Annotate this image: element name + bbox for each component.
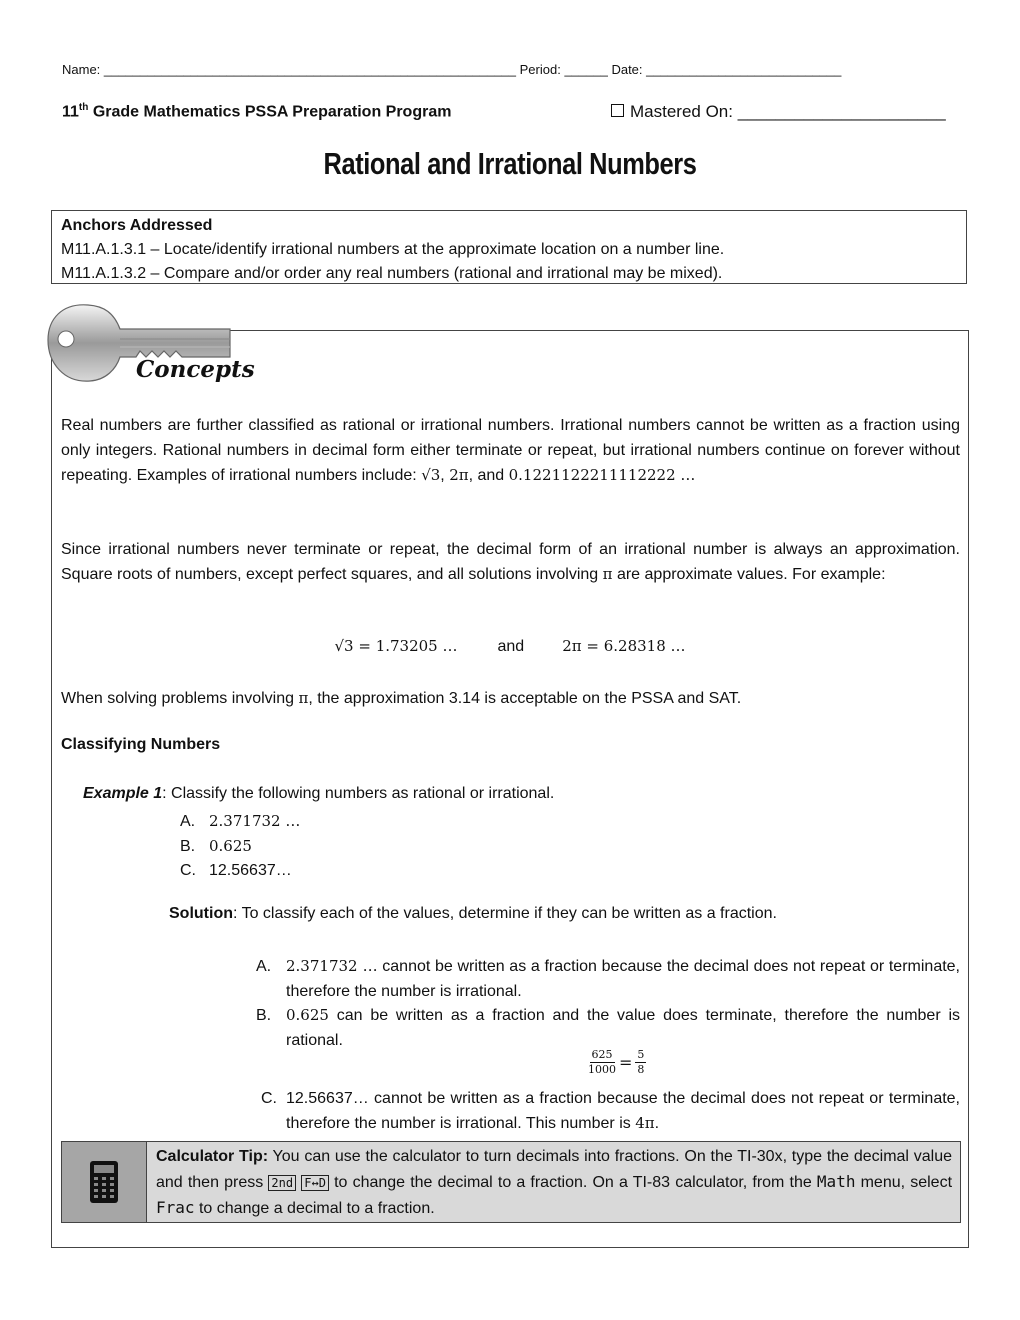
example-1-list	[180, 809, 300, 883]
key-fd: F↔D	[301, 1175, 329, 1191]
anchors-box	[51, 210, 967, 284]
example-1-heading: Example 1: Classify the following numbers as rational or irrational.	[83, 785, 555, 802]
solution-c: C. 12.56637… cannot be written as a fraction because the decimal does not repeat or terminate, therefore the number is irrational. This number is 4π.	[261, 1090, 960, 1132]
solution-a: A. 2.371732 … cannot be written as a fraction because the decimal does not repeat or terminate, therefore the number is irrational.	[256, 957, 961, 1000]
example-values: √3 = 1.73205 … and 2π = 6.28318 …	[334, 637, 686, 655]
classifying-heading: Classifying Numbers	[61, 736, 221, 753]
anchor-item: M11.A.1.3.1 – Locate/identify irrational numbers at the approximate location on a number line.	[61, 241, 725, 258]
mastered-on: Mastered On: ______________________	[611, 102, 946, 122]
date-field: Date: ___________________________	[611, 62, 842, 77]
checkbox-icon[interactable]	[611, 104, 624, 117]
paragraph-rational-irrational: Real numbers are further classified as rational or irrational numbers. Irrational numbers cannot be written as a fraction using only integers. Rational numbers in decimal form either terminate or repeat, but irrational numbers continue on forever without repeating. Examples of irrational numbers include: √3, 2π, and 0.1221122211112222 …	[61, 417, 960, 484]
paragraph-pi-approx: When solving problems involving π, the approximation 3.14 is acceptable on the PSSA and SAT.	[61, 689, 742, 707]
list-item: A. 2.371732 …	[180, 812, 301, 830]
period-field: Period: ______	[519, 62, 608, 77]
calculator-icon	[89, 1160, 119, 1204]
program-title: 11th Grade Mathematics PSSA Preparation Program	[62, 102, 452, 121]
anchors-heading: Anchors Addressed	[61, 217, 213, 234]
list-item: C. 12.56637…	[180, 862, 292, 879]
header-line	[62, 62, 841, 77]
calculator-tip-text: Calculator Tip: You can use the calculator to turn decimals into fractions. On the TI-30x, type the decimal value and then press 2nd F↔D to change the decimal to a fraction. On a TI-83 calculator, from the Math menu, select Frac to change a decimal to a fraction.	[147, 1142, 960, 1222]
calculator-tip-icon-cell	[62, 1142, 147, 1222]
list-item: B. 0.625	[180, 837, 252, 855]
anchor-item: M11.A.1.3.2 – Compare and/or order any real numbers (rational and irrational may be mixed).	[61, 265, 723, 282]
page-title: Rational and Irrational Numbers	[323, 146, 697, 181]
fraction-equation: $\frac{625}{1000}$ = $\frac{5}{8}$	[588, 1048, 645, 1076]
concepts-label: Concepts	[136, 356, 255, 383]
solution-b: B. 0.625 can be written as a fraction and the value does terminate, therefore the number is rational.	[256, 1006, 960, 1049]
calculator-tip-box	[61, 1141, 961, 1223]
name-field: Name: _________________________________________________________	[62, 62, 517, 77]
solution-heading: Solution: To classify each of the values, determine if they can be written as a fraction.	[169, 905, 777, 922]
key-2nd: 2nd	[268, 1175, 296, 1191]
paragraph-approximation: Since irrational numbers never terminate or repeat, the decimal form of an irrational number is always an approximation. Square roots of numbers, except perfect squares, and all solutions involving π are approximate values. For example:	[61, 541, 960, 583]
